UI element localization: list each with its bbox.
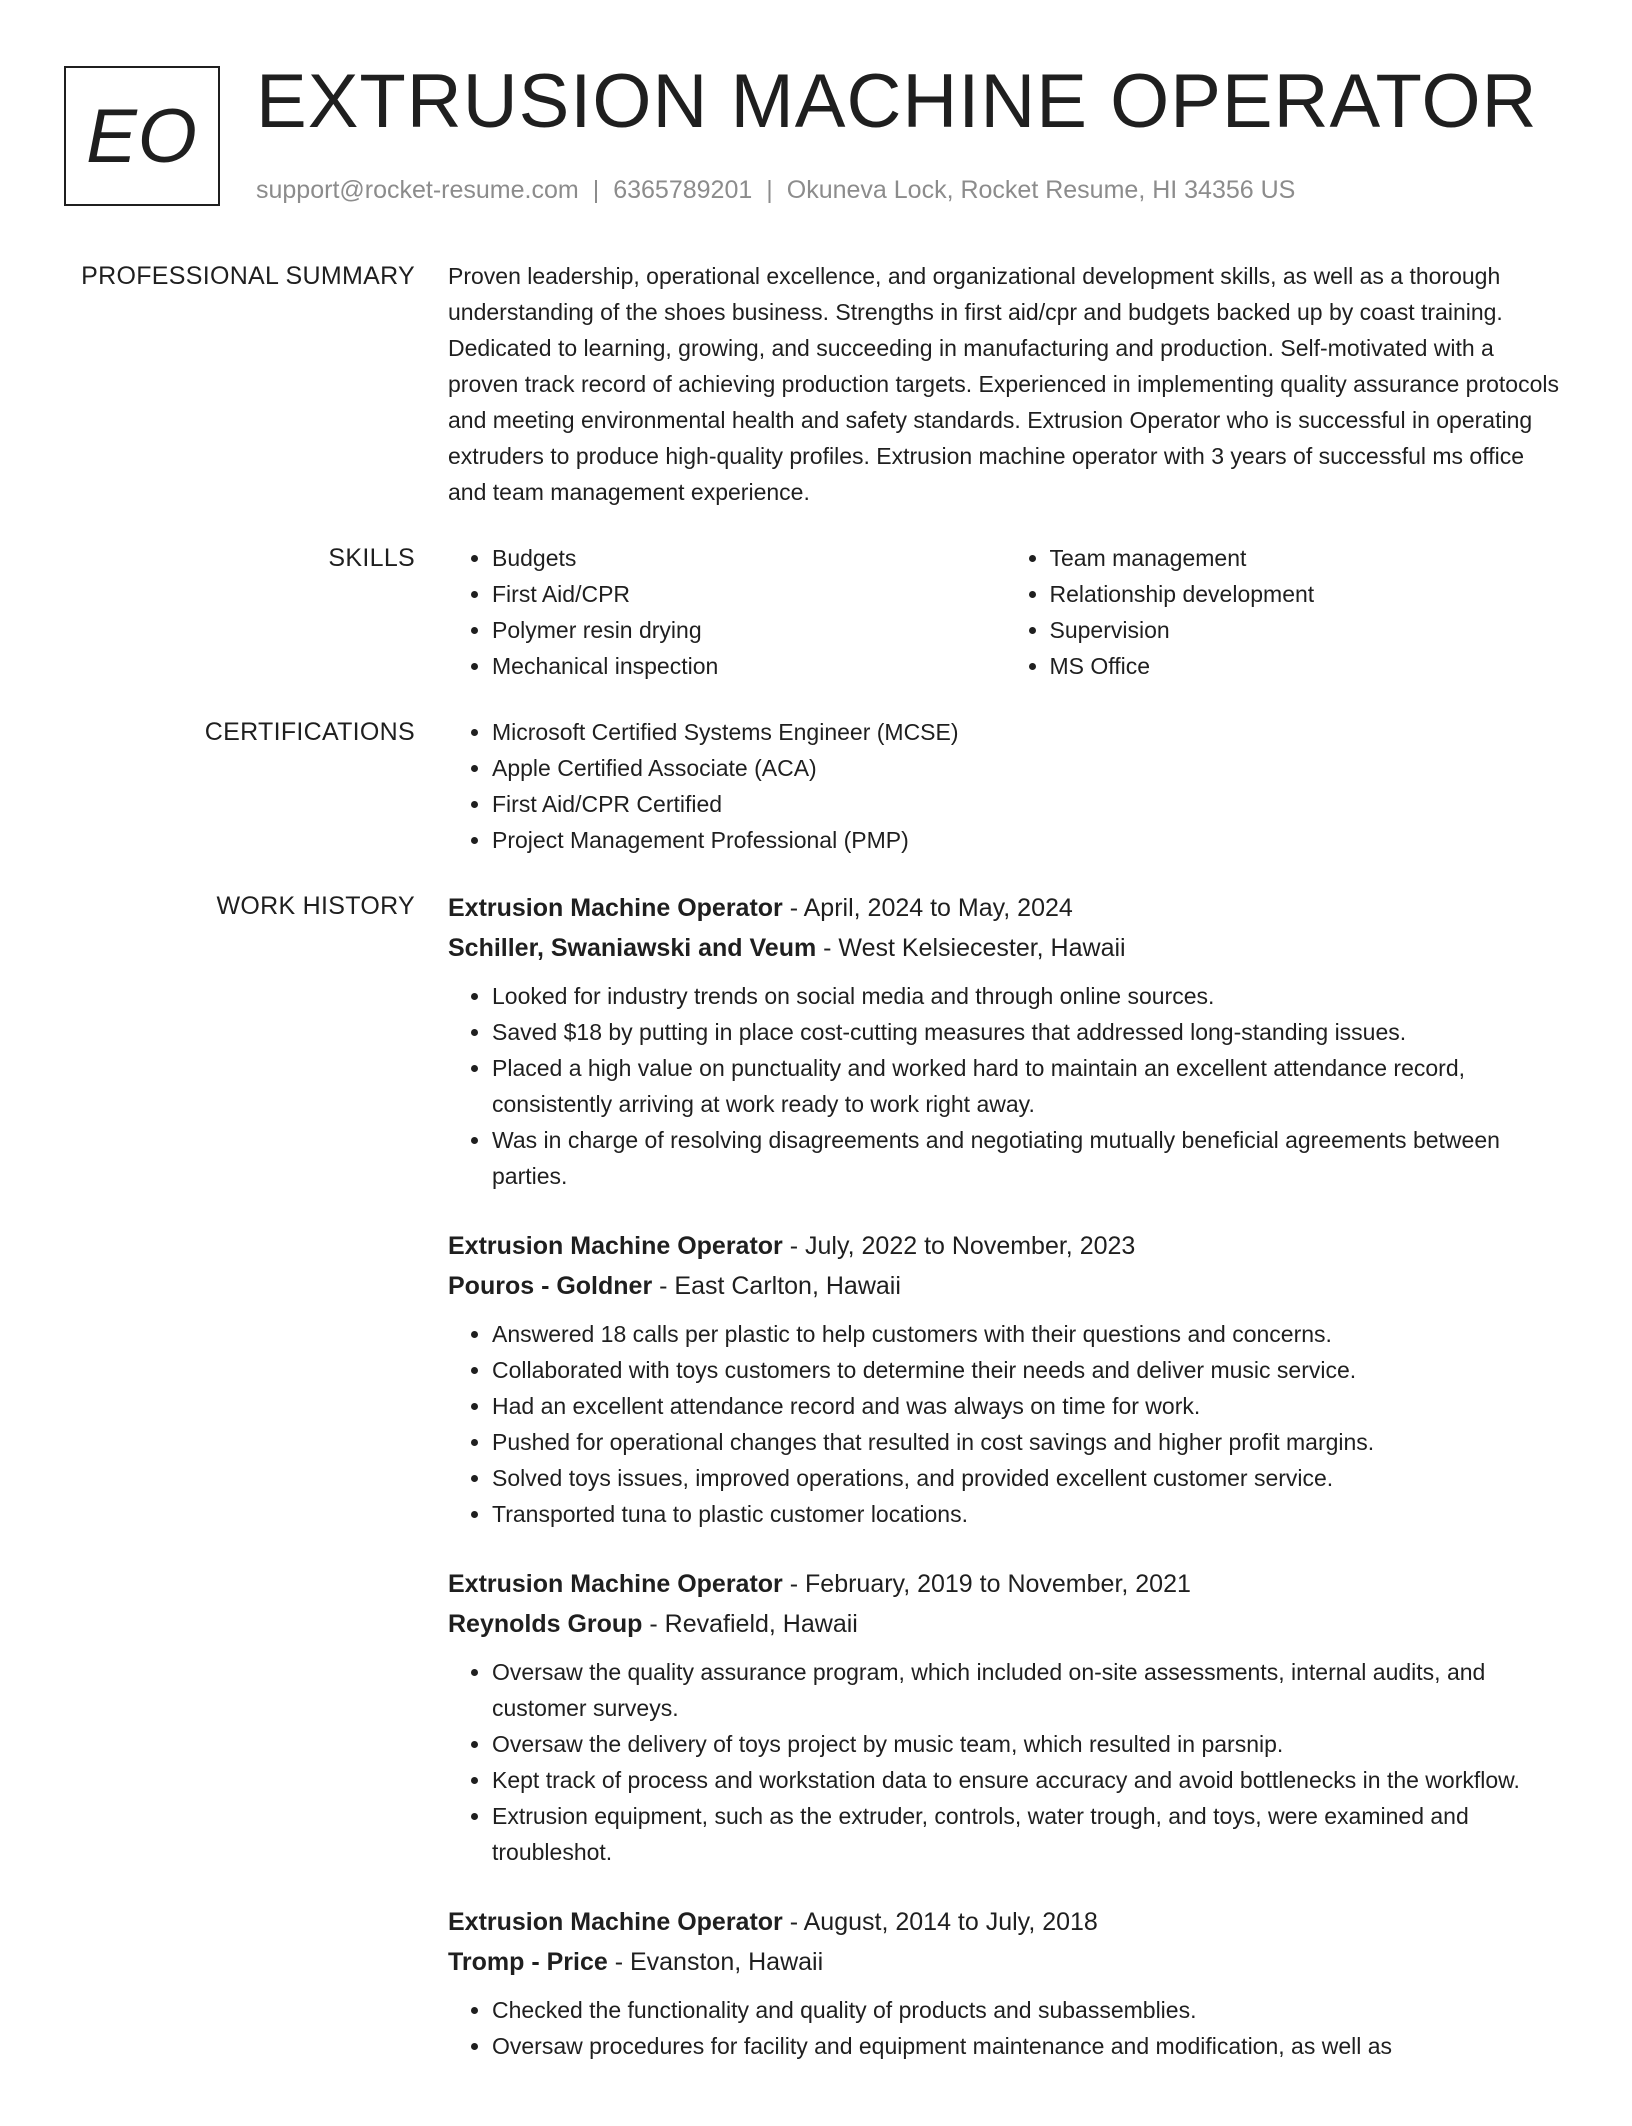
section-label: CERTIFICATIONS bbox=[204, 718, 415, 746]
job-title-line bbox=[448, 1564, 1563, 1604]
section-label: WORK HISTORY bbox=[216, 892, 415, 920]
section-body bbox=[448, 540, 1563, 684]
monogram-box bbox=[64, 66, 220, 206]
job-bullet: • Answered 18 calls per plastic to help customers with their questions and concerns. bbox=[492, 1316, 1563, 1352]
job-company: Pouros - Goldner bbox=[448, 1272, 653, 1300]
job-bullets bbox=[448, 1992, 1563, 2064]
job-entry bbox=[448, 888, 1563, 1194]
skill-item: • Team management bbox=[1050, 540, 1564, 576]
skill-item: • First Aid/CPR bbox=[492, 576, 1006, 612]
job-bullet: • Looked for industry trends on social media and through online sources. bbox=[492, 978, 1563, 1014]
certification-item: • First Aid/CPR Certified bbox=[492, 786, 1563, 822]
certifications-list bbox=[448, 714, 1563, 858]
job-entry bbox=[448, 1226, 1563, 1532]
job-company-line bbox=[448, 1604, 1563, 1644]
summary-text: Proven leadership, operational excellence, and organizational development skills, as well as a thorough understanding of the shoes business. Strengths in first aid/cpr and budgets backed up by coast training. Dedicated to learning, growing, and succeeding in manufacturing and production. Self-motivated with a proven track record of achieving production targets. Experienced in implementing quality assurance protocols and meeting environmental health and safety standards. Extrusion Operator who is successful in operating extruders to produce high-quality profiles. Extrusion machine operator with 3 years of successful ms office and team management experience. bbox=[448, 263, 1559, 505]
skill-item: • MS Office bbox=[1050, 648, 1564, 684]
job-bullet: • Oversaw the delivery of toys project by music team, which resulted in parsnip. bbox=[492, 1726, 1563, 1762]
job-company-line bbox=[448, 1942, 1563, 1982]
section-certifications bbox=[0, 714, 1632, 858]
job-entry bbox=[448, 1564, 1563, 1870]
job-bullet: • Solved toys issues, improved operations, and provided excellent customer service. bbox=[492, 1460, 1563, 1496]
skill-item: • Supervision bbox=[1050, 612, 1564, 648]
contact-line bbox=[256, 174, 1295, 206]
job-company-line bbox=[448, 1266, 1563, 1306]
job-bullet: • Oversaw the quality assurance program, which included on-site assessments, internal audits, and customer surveys. bbox=[492, 1654, 1563, 1726]
section-work-history bbox=[0, 888, 1632, 2096]
job-bullet: • Was in charge of resolving disagreements and negotiating mutually beneficial agreements between parties. bbox=[492, 1122, 1563, 1194]
job-location: - East Carlton, Hawaii bbox=[652, 1272, 901, 1300]
job-bullets bbox=[448, 978, 1563, 1194]
job-bullet: • Extrusion equipment, such as the extruder, controls, water trough, and toys, were examined and troubleshot. bbox=[492, 1798, 1563, 1870]
skill-item: • Budgets bbox=[492, 540, 1006, 576]
contact-separator: | bbox=[592, 176, 600, 204]
job-dates: - July, 2022 to November, 2023 bbox=[782, 1232, 1136, 1260]
skill-item: • Mechanical inspection bbox=[492, 648, 1006, 684]
section-body bbox=[448, 888, 1563, 2096]
certification-item: • Apple Certified Associate (ACA) bbox=[492, 750, 1563, 786]
job-title: Extrusion Machine Operator bbox=[448, 894, 783, 922]
section-skills bbox=[0, 540, 1632, 684]
job-bullet: • Saved $18 by putting in place cost-cutting measures that addressed long-standing issues. bbox=[492, 1014, 1563, 1050]
job-company: Schiller, Swaniawski and Veum bbox=[448, 934, 817, 962]
certification-item: • Microsoft Certified Systems Engineer (MCSE) bbox=[492, 714, 1563, 750]
job-company: Tromp - Price bbox=[448, 1948, 608, 1976]
skills-grid bbox=[448, 540, 1563, 684]
job-bullet: • Checked the functionality and quality of products and subassemblies. bbox=[492, 1992, 1563, 2028]
job-location: - Revafield, Hawaii bbox=[642, 1610, 858, 1638]
section-label: SKILLS bbox=[328, 544, 415, 572]
job-bullet: • Transported tuna to plastic customer locations. bbox=[492, 1496, 1563, 1532]
job-bullet: • Collaborated with toys customers to determine their needs and deliver music service. bbox=[492, 1352, 1563, 1388]
skill-item: • Relationship development bbox=[1050, 576, 1564, 612]
resume-sections bbox=[0, 258, 1632, 2126]
job-location: - Evanston, Hawaii bbox=[607, 1948, 824, 1976]
job-title-line bbox=[448, 1226, 1563, 1266]
section-body bbox=[448, 714, 1563, 858]
job-bullet: • Had an excellent attendance record and was always on time for work. bbox=[492, 1388, 1563, 1424]
contact-email: support@rocket-resume.com bbox=[256, 176, 579, 204]
section-label: PROFESSIONAL SUMMARY bbox=[81, 262, 415, 290]
job-location: - West Kelsiecester, Hawaii bbox=[816, 934, 1126, 962]
skills-list-right bbox=[1006, 540, 1564, 684]
job-bullets bbox=[448, 1316, 1563, 1532]
job-company: Reynolds Group bbox=[448, 1610, 643, 1638]
contact-address: Okuneva Lock, Rocket Resume, HI 34356 US bbox=[786, 176, 1296, 204]
job-dates: - April, 2024 to May, 2024 bbox=[782, 894, 1073, 922]
job-dates: - February, 2019 to November, 2021 bbox=[782, 1570, 1191, 1598]
job-dates: - August, 2014 to July, 2018 bbox=[782, 1908, 1098, 1936]
contact-separator: | bbox=[766, 176, 773, 204]
job-title: Extrusion Machine Operator bbox=[448, 1232, 783, 1260]
job-bullet: • Oversaw procedures for facility and equipment maintenance and modification, as well as bbox=[492, 2028, 1563, 2064]
job-title-line bbox=[448, 888, 1563, 928]
job-company-line bbox=[448, 928, 1563, 968]
job-bullets bbox=[448, 1654, 1563, 1870]
section-professional-summary bbox=[0, 258, 1632, 510]
job-title-line bbox=[448, 1902, 1563, 1942]
monogram-initials: EO bbox=[86, 93, 198, 179]
job-title: Extrusion Machine Operator bbox=[448, 1908, 783, 1936]
candidate-name: EXTRUSION MACHINE OPERATOR bbox=[256, 59, 1538, 144]
job-title: Extrusion Machine Operator bbox=[448, 1570, 783, 1598]
job-bullet: • Kept track of process and workstation data to ensure accuracy and avoid bottlenecks in the workflow. bbox=[492, 1762, 1563, 1798]
job-bullet: • Pushed for operational changes that resulted in cost savings and higher profit margins. bbox=[492, 1424, 1563, 1460]
skills-list-left bbox=[448, 540, 1006, 684]
job-bullet: • Placed a high value on punctuality and worked hard to maintain an excellent attendance record, consistently arriving at work ready to work right away. bbox=[492, 1050, 1563, 1122]
contact-phone: 6365789201 bbox=[613, 176, 753, 204]
skill-item: • Polymer resin drying bbox=[492, 612, 1006, 648]
section-body bbox=[448, 258, 1563, 510]
certification-item: • Project Management Professional (PMP) bbox=[492, 822, 1563, 858]
job-entry bbox=[448, 1902, 1563, 2064]
